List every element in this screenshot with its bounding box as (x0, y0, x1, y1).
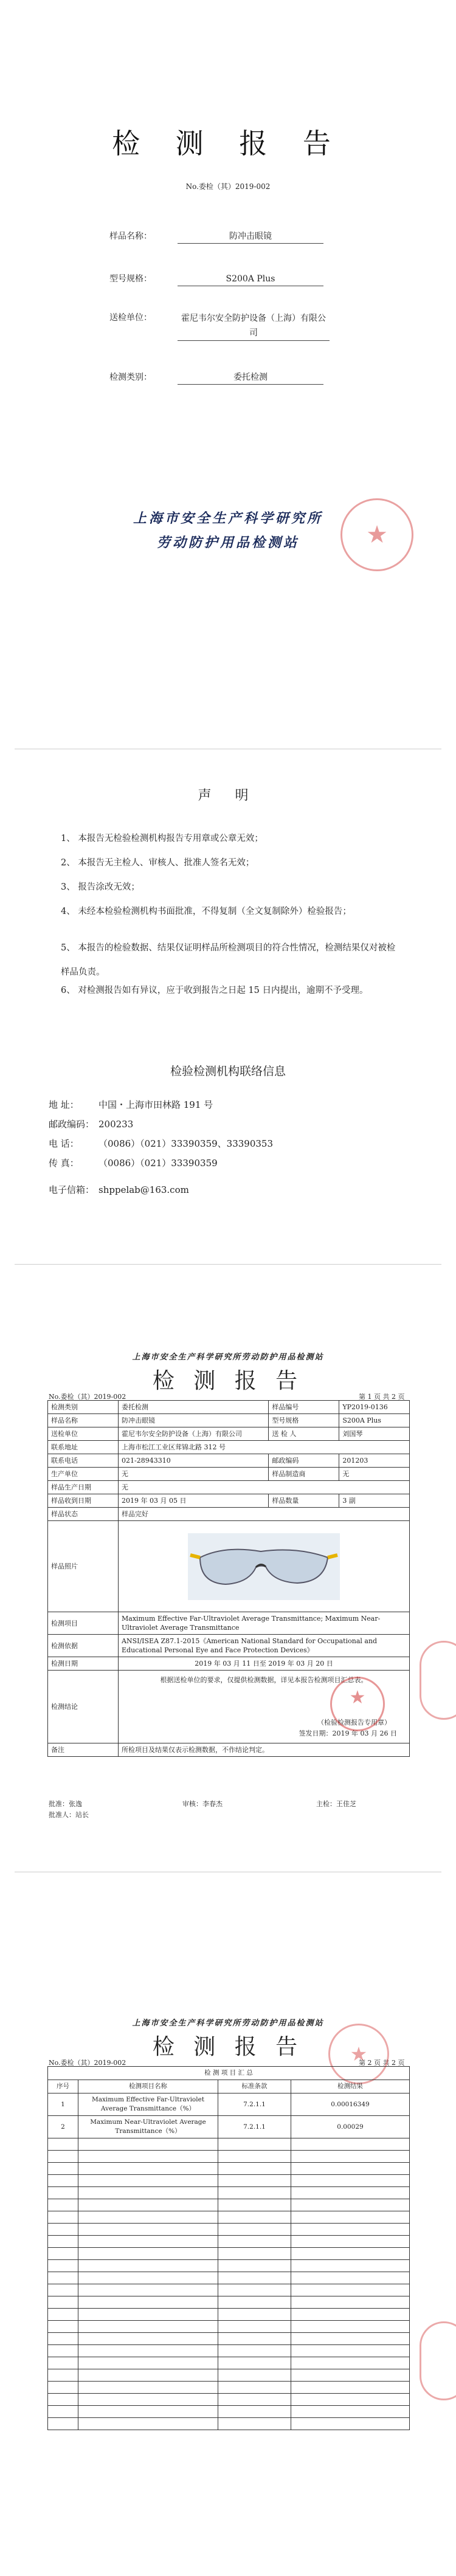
blank-cell (291, 2211, 410, 2224)
blank-cell (291, 2236, 410, 2248)
blank-cell (48, 2224, 78, 2236)
cell-label: 样品收到日期 (48, 1494, 119, 1508)
cell-label: 联系电话 (48, 1454, 119, 1468)
star-icon: ★ (350, 2042, 368, 2066)
blank-cell (218, 2284, 291, 2296)
cell-value: 无 (339, 1468, 410, 1481)
sig-value: 站长 (75, 1811, 89, 1819)
blank-cell (48, 2175, 78, 2187)
cell-value: Maximum Effective Far-Ultraviolet Average Transmittance; Maximum Near-Ultraviolet Average Transmittance (119, 1612, 410, 1635)
contact-value: （0086）（021）33390359、33390353 (98, 1138, 274, 1149)
table-row (48, 1427, 410, 1441)
cell-value: 2019 年 03 月 05 日 (119, 1494, 269, 1508)
declaration-item-1: 1、 本报告无检验检测机构报告专用章或公章无效； (61, 834, 263, 843)
blank-cell (291, 2187, 410, 2199)
cell-no: 1 (48, 2093, 78, 2116)
blank-row (48, 2248, 410, 2260)
blank-cell (218, 2394, 291, 2406)
cell-value: 201203 (339, 1454, 410, 1468)
blank-cell (78, 2260, 218, 2272)
cell-value: 2019 年 03 月 11 日至 2019 年 03 月 20 日 (119, 1657, 410, 1671)
approver-label (49, 1799, 82, 1808)
blank-cell (78, 2296, 218, 2309)
blank-cell (78, 2224, 218, 2236)
blank-cell (218, 2345, 291, 2357)
report-number: No.委检（其）2019-002 (185, 182, 271, 191)
blank-cell (78, 2236, 218, 2248)
report-title: 检 测 报 告 (112, 127, 344, 160)
blank-cell (291, 2224, 410, 2236)
blank-cell (218, 2333, 291, 2345)
contact-value: shppelab@163.com (98, 1184, 189, 1195)
contact-value: 200233 (98, 1119, 134, 1130)
table-row (48, 1441, 410, 1454)
table-row (48, 1657, 410, 1671)
sig-value: 王佳芝 (336, 1800, 356, 1808)
cell-label: 生产单位 (48, 1468, 119, 1481)
field-label: 检测类别： (109, 373, 152, 382)
declaration-item-2: 2、 本报告无主检人、审核人、批准人签名无效； (61, 858, 255, 868)
cell-result: 0.00016349 (291, 2093, 410, 2116)
blank-row (48, 2394, 410, 2406)
blank-row (48, 2163, 410, 2175)
table-row (48, 1414, 410, 1427)
blank-cell (218, 2321, 291, 2333)
blank-cell (78, 2199, 218, 2211)
cell-label: 邮政编码 (269, 1454, 339, 1468)
blank-cell (291, 2199, 410, 2211)
cell-value: 无 (119, 1468, 269, 1481)
contact-address (49, 1099, 213, 1111)
sig-value: 张逸 (69, 1800, 82, 1808)
cell-label: 样品编号 (269, 1401, 339, 1414)
table-row (48, 1635, 410, 1657)
field-value: 霍尼韦尔安全防护设备（上海）有限公司 (178, 311, 330, 341)
stamp-note: （检验检测报告专用章） (317, 1719, 391, 1726)
blank-cell (291, 2345, 410, 2357)
cell-label: 样品数量 (269, 1494, 339, 1508)
blank-cell (218, 2175, 291, 2187)
cell-value: 所检项目及结果仅表示检测数据，不作结论判定。 (119, 1743, 410, 1757)
contact-zip (49, 1118, 133, 1130)
blank-row (48, 2236, 410, 2248)
cell-label: 送检单位 (48, 1427, 119, 1441)
blank-cell (48, 2357, 78, 2369)
cell-label: 样品制造商 (269, 1468, 339, 1481)
blank-cell (78, 2248, 218, 2260)
blank-cell (291, 2175, 410, 2187)
org-name-line2: 劳动防护用品检测站 (156, 535, 299, 551)
cover-page (0, 0, 456, 749)
cell-value: YP2019-0136 (339, 1401, 410, 1414)
blank-row (48, 2309, 410, 2321)
blank-cell (48, 2151, 78, 2163)
contact-key: 邮政编码： (49, 1119, 95, 1130)
tester-label (316, 1799, 356, 1808)
blank-row (48, 2333, 410, 2345)
approver-title: 批准人：站长 (49, 1811, 89, 1819)
table-row (48, 1454, 410, 1468)
org-name-line1: 上海市安全生产科学研究所 (133, 510, 323, 526)
table-row (48, 1494, 410, 1508)
table-row (48, 2116, 410, 2138)
table-row (48, 1508, 410, 1521)
table-row (48, 1481, 410, 1494)
blank-row (48, 2296, 410, 2309)
blank-cell (48, 2248, 78, 2260)
col-header: 标准条款 (218, 2080, 291, 2093)
blank-row (48, 2224, 410, 2236)
table-row (48, 1743, 410, 1757)
blank-cell (78, 2382, 218, 2394)
cell-label: 样品状态 (48, 1508, 119, 1521)
report1-page: 第 1 页 共 2 页 (359, 1393, 405, 1401)
table-row (48, 2067, 410, 2080)
blank-cell (48, 2199, 78, 2211)
contact-phone (49, 1138, 273, 1150)
table-header-row (48, 2080, 410, 2093)
table-row (48, 1521, 410, 1612)
cell-label: 检测类别 (48, 1401, 119, 1414)
star-icon: ★ (349, 1687, 366, 1708)
contact-key: 地 址： (49, 1099, 79, 1110)
blank-cell (48, 2382, 78, 2394)
cell-value: 防冲击眼镜 (119, 1414, 269, 1427)
cell-label: 型号规格 (269, 1414, 339, 1427)
contact-value: （0086）（021）33390359 (98, 1158, 218, 1169)
table-row (48, 1468, 410, 1481)
blank-cell (78, 2369, 218, 2382)
cell-value: 刘国琴 (339, 1427, 410, 1441)
field-label: 样品名称： (109, 232, 152, 241)
declaration-item-6: 6、 对检测报告如有异议，应于收到报告之日起 15 日内提出，逾期不予受理。 (61, 986, 368, 995)
cell-value: 无 (119, 1481, 410, 1494)
declaration-item-5: 5、 本报告的检验数据、结果仅证明样品所检测项目的符合性情况，检测结果仅对被检样品负责。 (61, 943, 396, 977)
cell-no: 2 (48, 2116, 78, 2138)
blank-cell (78, 2151, 218, 2163)
blank-cell (78, 2309, 218, 2321)
contact-title: 检验检测机构联络信息 (170, 1065, 286, 1078)
blank-cell (291, 2309, 410, 2321)
blank-cell (78, 2187, 218, 2199)
blank-cell (291, 2394, 410, 2406)
blank-cell (218, 2248, 291, 2260)
sig-value: 李春杰 (202, 1800, 223, 1808)
blank-cell (78, 2418, 218, 2430)
declaration-title: 声 明 (198, 788, 258, 803)
blank-cell (48, 2236, 78, 2248)
blank-cell (78, 2138, 218, 2151)
table-row (48, 1671, 410, 1743)
page-divider (15, 1264, 441, 1265)
blank-cell (78, 2284, 218, 2296)
cell-value: 021-28943310 (119, 1454, 269, 1468)
blank-cell (291, 2260, 410, 2272)
contact-key: 传 真： (49, 1158, 79, 1169)
cell-label: 联系地址 (48, 1441, 119, 1454)
sig-label: 批准人 (49, 1811, 69, 1819)
blank-cell (78, 2272, 218, 2284)
edge-seal-stamp (420, 2321, 456, 2400)
sample-photo-cell (119, 1521, 410, 1612)
report1-title: 检 测 报 告 (152, 1369, 304, 1393)
cell-value: S200A Plus (339, 1414, 410, 1427)
blank-cell (291, 2151, 410, 2163)
blank-cell (291, 2406, 410, 2418)
blank-cell (291, 2138, 410, 2151)
sign-date: 签发日期：2019 年 03 月 26 日 (299, 1729, 397, 1737)
blank-cell (78, 2357, 218, 2369)
blank-cell (48, 2345, 78, 2357)
red-seal-stamp (340, 498, 413, 571)
blank-cell (78, 2345, 218, 2357)
blank-row (48, 2211, 410, 2224)
cell-value: 3 副 (339, 1494, 410, 1508)
cell-clause: 7.2.1.1 (218, 2093, 291, 2116)
table-row (48, 1612, 410, 1635)
cell-label: 样品照片 (48, 1521, 119, 1612)
table-row (48, 1401, 410, 1414)
summary-title: 检 测 项 目 汇 总 (48, 2067, 410, 2080)
safety-glasses-image (188, 1533, 340, 1600)
report1-table (47, 1400, 410, 1757)
blank-row (48, 2138, 410, 2151)
blank-cell (48, 2163, 78, 2175)
blank-row (48, 2175, 410, 2187)
blank-row (48, 2369, 410, 2382)
conclusion-cell (119, 1671, 410, 1743)
blank-cell (218, 2236, 291, 2248)
blank-cell (291, 2284, 410, 2296)
blank-row (48, 2382, 410, 2394)
blank-row (48, 2406, 410, 2418)
blank-cell (48, 2260, 78, 2272)
blank-cell (291, 2321, 410, 2333)
blank-row (48, 2199, 410, 2211)
declaration-item-4: 4、 未经本检验检测机构书面批准，不得复制（全文复制除外）检验报告； (61, 907, 351, 916)
contact-key: 电 话： (49, 1138, 79, 1149)
contact-value: 中国・上海市田林路 191 号 (98, 1099, 213, 1110)
blank-cell (218, 2272, 291, 2284)
blank-cell (78, 2175, 218, 2187)
blank-cell (218, 2260, 291, 2272)
blank-cell (218, 2224, 291, 2236)
blank-cell (291, 2296, 410, 2309)
col-header: 检测项目名称 (78, 2080, 218, 2093)
cell-result: 0.00029 (291, 2116, 410, 2138)
blank-cell (218, 2211, 291, 2224)
blank-cell (218, 2357, 291, 2369)
cell-label: 送 检 人 (269, 1427, 339, 1441)
blank-row (48, 2357, 410, 2369)
cell-value: 样品完好 (119, 1508, 410, 1521)
blank-cell (291, 2357, 410, 2369)
blank-cell (78, 2333, 218, 2345)
blank-cell (48, 2272, 78, 2284)
blank-row (48, 2260, 410, 2272)
red-seal-stamp (330, 1677, 385, 1731)
cell-value: 霍尼韦尔安全防护设备（上海）有限公司 (119, 1427, 269, 1441)
contact-key: 电子信箱： (49, 1184, 95, 1195)
blank-cell (48, 2418, 78, 2430)
blank-cell (48, 2309, 78, 2321)
blank-cell (48, 2394, 78, 2406)
blank-cell (78, 2394, 218, 2406)
table-row (48, 2093, 410, 2116)
blank-cell (48, 2284, 78, 2296)
blank-cell (78, 2163, 218, 2175)
conclusion-text: 根据送检单位的要求，仅提供检测数据，详见本报告检测项目汇总表。 (160, 1676, 368, 1684)
report2-summary-table (47, 2066, 410, 2430)
field-value: S200A Plus (178, 272, 323, 286)
blank-cell (291, 2369, 410, 2382)
blank-cell (218, 2406, 291, 2418)
reviewer-label (182, 1799, 223, 1808)
report2-org: 上海市安全生产科学研究所劳动防护用品检测站 (132, 2019, 324, 2028)
col-header: 检测结果 (291, 2080, 410, 2093)
blank-cell (218, 2151, 291, 2163)
field-label: 送检单位： (109, 313, 152, 323)
contact-email (49, 1184, 189, 1196)
blank-cell (78, 2321, 218, 2333)
contact-fax (49, 1157, 218, 1169)
blank-cell (48, 2138, 78, 2151)
blank-cell (218, 2199, 291, 2211)
sig-label: 主检： (316, 1800, 336, 1808)
sample-photo (188, 1533, 340, 1600)
blank-cell (48, 2296, 78, 2309)
blank-cell (48, 2187, 78, 2199)
blank-cell (48, 2321, 78, 2333)
declaration-item-3: 3、 报告涂改无效； (61, 882, 140, 892)
blank-cell (48, 2369, 78, 2382)
col-header: 序号 (48, 2080, 78, 2093)
blank-cell (291, 2272, 410, 2284)
blank-cell (218, 2418, 291, 2430)
blank-cell (291, 2333, 410, 2345)
blank-cell (218, 2369, 291, 2382)
blank-cell (218, 2382, 291, 2394)
blank-row (48, 2284, 410, 2296)
cell-label: 检测日期 (48, 1657, 119, 1671)
cell-item: Maximum Effective Far-Ultraviolet Average Transmittance（%） (78, 2093, 218, 2116)
cell-value: 上海市松江工业区茸锦北路 312 号 (119, 1441, 410, 1454)
sig-label: 审核： (182, 1800, 202, 1808)
report1-org: 上海市安全生产科学研究所劳动防护用品检测站 (132, 1353, 324, 1362)
sig-label: 批准： (49, 1800, 69, 1808)
star-icon: ★ (366, 521, 388, 549)
blank-cell (218, 2296, 291, 2309)
blank-cell (48, 2333, 78, 2345)
blank-cell (291, 2163, 410, 2175)
blank-cell (78, 2406, 218, 2418)
blank-cell (218, 2309, 291, 2321)
field-value: 防冲击眼镜 (178, 230, 323, 244)
cell-label: 检测项目 (48, 1612, 119, 1635)
blank-cell (218, 2163, 291, 2175)
report2-number: No.委检（其）2019-002 (49, 2059, 126, 2067)
cell-label: 样品名称 (48, 1414, 119, 1427)
field-value: 委托检测 (178, 371, 323, 385)
cell-value: 委托检测 (119, 1401, 269, 1414)
blank-cell (218, 2138, 291, 2151)
blank-cell (48, 2406, 78, 2418)
report2-page: 第 2 页 共 2 页 (359, 2059, 405, 2067)
cell-label: 样品生产日期 (48, 1481, 119, 1494)
blank-cell (48, 2211, 78, 2224)
cell-label: 检测结论 (48, 1671, 119, 1743)
blank-cell (291, 2382, 410, 2394)
blank-row (48, 2187, 410, 2199)
blank-row (48, 2345, 410, 2357)
report2-title: 检 测 报 告 (152, 2035, 304, 2059)
field-label: 型号规格： (109, 274, 152, 284)
cell-clause: 7.2.1.1 (218, 2116, 291, 2138)
cell-label: 检测依据 (48, 1635, 119, 1657)
blank-cell (291, 2418, 410, 2430)
cell-label: 备注 (48, 1743, 119, 1757)
report1-number: No.委检（其）2019-002 (49, 1393, 126, 1401)
blank-row (48, 2418, 410, 2430)
blank-cell (291, 2248, 410, 2260)
blank-cell (78, 2211, 218, 2224)
blank-row (48, 2151, 410, 2163)
blank-row (48, 2272, 410, 2284)
blank-cell (218, 2187, 291, 2199)
cell-item: Maximum Near-Ultraviolet Average Transmittance（%） (78, 2116, 218, 2138)
edge-seal-stamp (420, 1641, 456, 1720)
blank-row (48, 2321, 410, 2333)
cell-value: ANSI/ISEA Z87.1-2015《American National Standard for Occupational and Educational Personal Eye and Face Protection Devices》 (119, 1635, 410, 1657)
